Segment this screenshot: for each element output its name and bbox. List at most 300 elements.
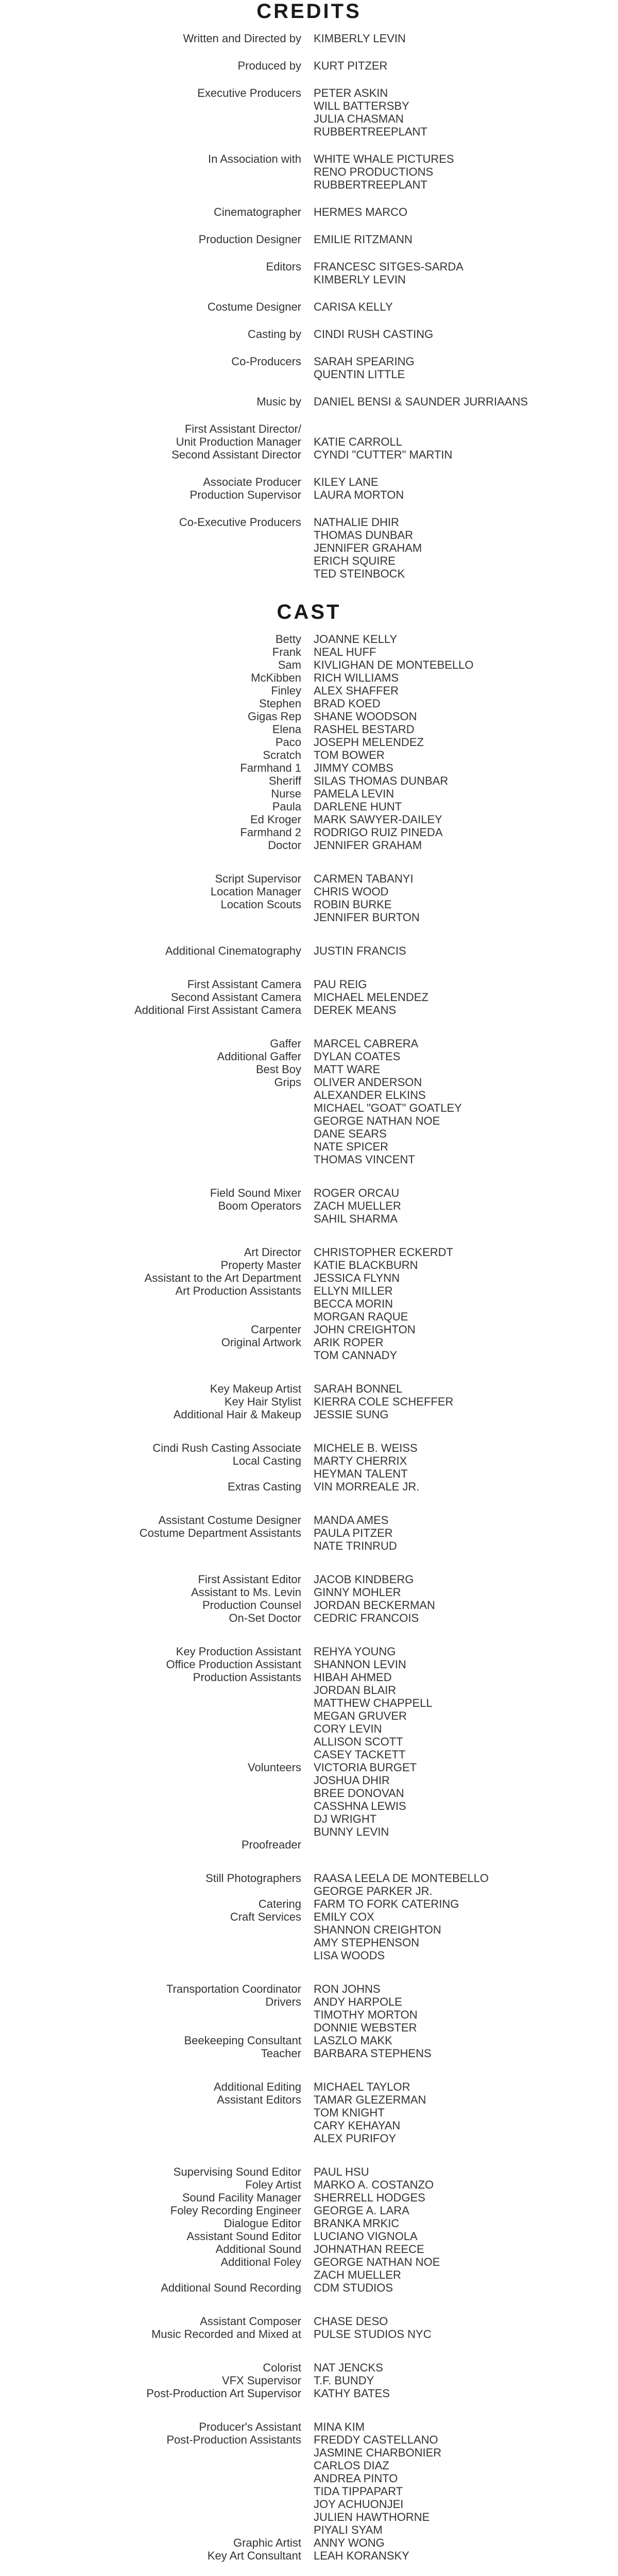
role-label: Farmhand 2 — [240, 826, 301, 839]
role-column — [0, 395, 301, 408]
role-label: Assistant Composer — [200, 2315, 301, 2328]
role-label: Transportation Coordinator — [166, 1982, 301, 1995]
credit-name: MINA KIM — [314, 2420, 365, 2433]
credit-name: HEYMAN TALENT — [314, 1467, 408, 1480]
role-label — [0, 1697, 301, 1709]
credit-name: TOM CANNADY — [314, 1349, 398, 1362]
role-label: Property Master — [220, 1259, 301, 1272]
credit-name: JOY ACHUONJEI — [314, 2498, 404, 2511]
credit-name: MARCEL CABRERA — [314, 1037, 419, 1050]
credit-name: TED STEINBOCK — [314, 567, 405, 580]
role-column — [0, 152, 301, 191]
role-label — [0, 1885, 301, 1897]
role-label: Assistant to Ms. Levin — [191, 1586, 301, 1599]
role-label — [0, 1774, 301, 1787]
role-column — [0, 1187, 301, 1225]
credit-name: CARMEN TABANYI — [314, 872, 414, 885]
role-label: Ed Kroger — [250, 813, 301, 826]
credits-block — [0, 355, 618, 381]
cast-block — [0, 1982, 618, 2060]
credit-name: DARLENE HUNT — [314, 800, 402, 813]
credits-block — [0, 206, 618, 218]
role-label: Frank — [272, 646, 301, 658]
role-column — [0, 1982, 301, 2060]
credit-name: LAURA MORTON — [314, 488, 404, 501]
credit-name: JIMMY COMBS — [314, 761, 393, 774]
credit-name: CARLOS DIAZ — [314, 2459, 389, 2472]
role-label: Elena — [272, 723, 301, 736]
role-label: Catering — [258, 1897, 301, 1910]
credit-name: THOMAS DUNBAR — [314, 529, 414, 541]
credit-name: CYNDI "CUTTER" MARTIN — [314, 448, 453, 461]
credit-name: BARBARA STEPHENS — [314, 2047, 432, 2060]
credit-name: ALEX PURIFOY — [314, 2132, 397, 2145]
credit-name: CORY LEVIN — [314, 1722, 382, 1735]
credit-name: SARAH BONNEL — [314, 1382, 403, 1395]
role-label: Produced by — [237, 59, 301, 72]
credit-name: SHANE WOODSON — [314, 710, 417, 723]
credit-name: ALEX SHAFFER — [314, 684, 399, 697]
role-column — [0, 1514, 301, 1552]
role-column — [0, 1573, 301, 1624]
role-label: Assistant Costume Designer — [158, 1514, 301, 1527]
credits-list — [0, 32, 618, 580]
credit-name: BRANKA MRKIC — [314, 2217, 400, 2230]
credit-name: DANE SEARS — [314, 1127, 387, 1140]
credit-name: BECCA MORIN — [314, 1297, 393, 1310]
role-label: First Assistant Director/ — [184, 422, 301, 435]
role-column — [0, 32, 301, 45]
names-column — [314, 476, 602, 501]
role-label: First Assistant Camera — [187, 978, 301, 991]
credit-name: MATT WARE — [314, 1063, 381, 1076]
credit-name: ZACH MUELLER — [314, 2268, 401, 2281]
cast-block — [0, 1645, 618, 1851]
credit-name: SHERRELL HODGES — [314, 2191, 425, 2204]
role-label: Second Assistant Camera — [170, 991, 301, 1004]
names-column — [314, 1037, 602, 1166]
credit-name: MICHAEL MELENDEZ — [314, 991, 428, 1004]
role-label: Co-Producers — [231, 355, 301, 368]
role-label — [0, 1709, 301, 1722]
credit-name: THOMAS VINCENT — [314, 1153, 415, 1166]
cast-block — [0, 1382, 618, 1421]
role-label — [0, 2021, 301, 2034]
credit-name: JENNIFER GRAHAM — [314, 541, 422, 554]
role-label: McKibben — [251, 671, 301, 684]
credit-name: CHASE DESO — [314, 2315, 388, 2328]
credit-name — [314, 422, 602, 435]
role-label: Music Recorded and Mixed at — [151, 2328, 301, 2341]
role-column — [0, 2420, 301, 2562]
names-column — [314, 1573, 602, 1624]
credit-name: CINDI RUSH CASTING — [314, 328, 434, 341]
role-column — [0, 300, 301, 313]
role-label: Scratch — [263, 749, 301, 761]
role-column — [0, 328, 301, 341]
names-column — [314, 1442, 602, 1493]
role-column — [0, 260, 301, 286]
credit-name: JESSIE SUNG — [314, 1408, 389, 1421]
credits-block — [0, 328, 618, 341]
credits-block — [0, 422, 618, 461]
role-label: Finley — [271, 684, 301, 697]
role-column — [0, 422, 301, 461]
role-label: Additional Editing — [213, 2080, 301, 2093]
credit-name: PAMELA LEVIN — [314, 787, 394, 800]
role-label: Cindi Rush Casting Associate — [152, 1442, 301, 1454]
role-label: Music by — [256, 395, 301, 408]
names-column — [314, 1246, 602, 1362]
credit-name: RENO PRODUCTIONS — [314, 165, 434, 178]
role-column — [0, 1872, 301, 1962]
role-label: Carpenter — [251, 1323, 301, 1336]
role-label: Sheriff — [268, 774, 301, 787]
role-label: Written and Directed by — [183, 32, 301, 45]
role-label: Foley Recording Engineer — [170, 2204, 301, 2217]
names-column — [314, 260, 602, 286]
credit-name: MICHAEL TAYLOR — [314, 2080, 410, 2093]
role-label: Editors — [266, 260, 301, 273]
credit-name: SILAS THOMAS DUNBAR — [314, 774, 449, 787]
names-column — [314, 355, 602, 381]
role-label: Casting by — [248, 328, 301, 341]
role-label: Sound Facility Manager — [182, 2191, 301, 2204]
credit-name: PAULA PITZER — [314, 1527, 393, 1539]
credit-name: NEAL HUFF — [314, 646, 376, 658]
role-label — [0, 2498, 301, 2511]
credit-name: ANDREA PINTO — [314, 2472, 398, 2485]
credit-name: PULSE STUDIOS NYC — [314, 2328, 432, 2341]
role-label: Teacher — [261, 2047, 301, 2060]
role-label — [0, 1800, 301, 1812]
role-label — [0, 2472, 301, 2485]
credit-name: JOHNATHAN REECE — [314, 2243, 424, 2256]
cast-block — [0, 1246, 618, 1362]
cast-block — [0, 1573, 618, 1624]
role-label: Additional Gaffer — [217, 1050, 301, 1063]
credit-name: OLIVER ANDERSON — [314, 1076, 422, 1089]
role-label: Additional Sound — [215, 2243, 301, 2256]
names-column — [314, 2420, 602, 2562]
role-label — [0, 2008, 301, 2021]
role-label: On-Set Doctor — [229, 1612, 301, 1624]
credit-name: KIERRA COLE SCHEFFER — [314, 1395, 454, 1408]
role-label: Production Assistants — [193, 1671, 301, 1684]
credit-name: MARKO A. COSTANZO — [314, 2178, 434, 2191]
credit-name: GINNY MOHLER — [314, 1586, 401, 1599]
role-label: Cinematographer — [214, 206, 301, 218]
role-label: Key Art Consultant — [207, 2549, 301, 2562]
role-label: Original Artwork — [221, 1336, 301, 1349]
names-column — [314, 1514, 602, 1552]
credit-name: BRAD KOED — [314, 697, 381, 710]
names-column — [314, 422, 602, 461]
role-label — [0, 2523, 301, 2536]
credit-name: LISA WOODS — [314, 1949, 385, 1962]
role-label — [0, 1825, 301, 1838]
names-column — [314, 1645, 602, 1851]
credit-name: DYLAN COATES — [314, 1050, 401, 1063]
credit-name: JOSEPH MELENDEZ — [314, 736, 424, 749]
credit-name: MORGAN RAQUE — [314, 1310, 408, 1323]
role-label — [0, 1748, 301, 1761]
role-label: Paula — [272, 800, 301, 813]
role-label: Associate Producer — [203, 476, 301, 488]
role-column — [0, 476, 301, 501]
role-label: Production Counsel — [202, 1599, 301, 1612]
credits-block — [0, 300, 618, 313]
role-label: Best Boy — [255, 1063, 301, 1076]
credit-name: CHRIS WOOD — [314, 885, 389, 898]
credit-name: WHITE WHALE PICTURES — [314, 152, 454, 165]
role-label — [0, 1297, 301, 1310]
credit-name: ARIK ROPER — [314, 1336, 384, 1349]
credit-name: RUBBERTREEPLANT — [314, 178, 427, 191]
credit-name: JOSHUA DHIR — [314, 1774, 390, 1787]
role-label: Doctor — [268, 839, 301, 852]
role-label: Unit Production Manager — [176, 435, 301, 448]
credit-name: MATTHEW CHAPPELL — [314, 1697, 433, 1709]
credit-name: TAMAR GLEZERMAN — [314, 2093, 426, 2106]
role-column — [0, 978, 301, 1016]
role-label: Volunteers — [248, 1761, 301, 1774]
credit-name: JULIEN HAWTHORNE — [314, 2511, 430, 2523]
credit-name: ROBIN BURKE — [314, 898, 392, 911]
names-column — [314, 1872, 602, 1962]
cast-heading: CAST — [277, 601, 341, 623]
role-label: Gigas Rep — [248, 710, 301, 723]
credit-name: NATHALIE DHIR — [314, 516, 399, 529]
credit-name: RUBBERTREEPLANT — [314, 125, 427, 138]
credit-name: CARISA KELLY — [314, 300, 393, 313]
credit-name: JENNIFER BURTON — [314, 911, 420, 924]
credit-name: BUNNY LEVIN — [314, 1825, 389, 1838]
credit-name: GEORGE A. LARA — [314, 2204, 409, 2217]
credit-name: SHANNON CREIGHTON — [314, 1923, 441, 1936]
credit-name: MICHELE B. WEISS — [314, 1442, 418, 1454]
cast-block — [0, 2361, 618, 2400]
credits-block — [0, 59, 618, 72]
credit-name: KIMBERLY LEVIN — [314, 32, 406, 45]
names-column — [314, 2080, 602, 2145]
credit-name: JACOB KINDBERG — [314, 1573, 414, 1586]
credit-name: JESSICA FLYNN — [314, 1272, 400, 1284]
credit-name: JULIA CHASMAN — [314, 112, 404, 125]
names-column — [314, 152, 602, 191]
role-label: Office Production Assistant — [166, 1658, 301, 1671]
credit-name: KATHY BATES — [314, 2387, 390, 2400]
credit-name: JOANNE KELLY — [314, 633, 398, 646]
credit-name: NATE SPICER — [314, 1140, 389, 1153]
role-label: Assistant Editors — [217, 2093, 301, 2106]
credit-name: MEGAN GRUVER — [314, 1709, 407, 1722]
role-label: Art Production Assistants — [175, 1284, 301, 1297]
credit-name: SHANNON LEVIN — [314, 1658, 406, 1671]
credit-name: DEREK MEANS — [314, 1004, 397, 1016]
role-label: Field Sound Mixer — [210, 1187, 301, 1199]
cast-block — [0, 1872, 618, 1962]
role-label: Still Photographers — [205, 1872, 301, 1885]
role-label: Assistant to the Art Department — [144, 1272, 301, 1284]
role-label — [0, 2485, 301, 2498]
role-label: Sam — [278, 658, 301, 671]
role-column — [0, 633, 301, 852]
credit-name: RICH WILLIAMS — [314, 671, 399, 684]
role-label: First Assistant Editor — [198, 1573, 301, 1586]
credit-name: TIDA TIPPAPART — [314, 2485, 403, 2498]
credits-block — [0, 233, 618, 246]
names-column — [314, 2315, 602, 2341]
role-label: Second Assistant Director — [171, 448, 301, 461]
cast-block — [0, 1442, 618, 1493]
role-column — [0, 2315, 301, 2341]
credit-name: AMY STEPHENSON — [314, 1936, 419, 1949]
credit-name: CASSHNA LEWIS — [314, 1800, 406, 1812]
role-label: Additional Sound Recording — [161, 2281, 301, 2294]
role-label: Key Production Assistant — [176, 1645, 301, 1658]
credit-name: GEORGE NATHAN NOE — [314, 2256, 440, 2268]
role-label: Post-Production Art Supervisor — [146, 2387, 301, 2400]
credit-name: RON JOHNS — [314, 1982, 381, 1995]
role-label: Colorist — [263, 2361, 301, 2374]
role-label: In Association with — [208, 152, 301, 165]
credit-name: PAU REIG — [314, 978, 367, 991]
role-label: Location Manager — [210, 885, 301, 898]
credit-name: ALLISON SCOTT — [314, 1735, 403, 1748]
cast-block — [0, 1514, 618, 1552]
cast-block — [0, 2080, 618, 2145]
role-label — [0, 2446, 301, 2459]
names-column — [314, 87, 602, 138]
role-column — [0, 1645, 301, 1851]
credit-name: KIMBERLY LEVIN — [314, 273, 406, 286]
role-column — [0, 59, 301, 72]
role-column — [0, 1442, 301, 1493]
role-label — [0, 2459, 301, 2472]
credit-name: JORDAN BECKERMAN — [314, 1599, 435, 1612]
credit-name: ALEXANDER ELKINS — [314, 1089, 426, 1101]
credit-name: LEAH KORANSKY — [314, 2549, 409, 2562]
role-label — [0, 2511, 301, 2523]
cast-block — [0, 1187, 618, 1225]
credit-name: QUENTIN LITTLE — [314, 368, 405, 381]
role-column — [0, 1246, 301, 1362]
credits-block — [0, 260, 618, 286]
names-column — [314, 944, 602, 957]
role-label: Location Scouts — [220, 898, 301, 911]
role-label: Key Makeup Artist — [210, 1382, 301, 1395]
role-label: Executive Producers — [197, 87, 301, 99]
credit-name: JENNIFER GRAHAM — [314, 839, 422, 852]
credit-name: DJ WRIGHT — [314, 1812, 377, 1825]
role-column — [0, 2080, 301, 2145]
credit-name: SARAH SPEARING — [314, 355, 415, 368]
role-label: Beekeeping Consultant — [184, 2034, 301, 2047]
role-label: Additional Hair & Makeup — [173, 1408, 301, 1421]
names-column — [314, 2361, 602, 2400]
credit-name: ANDY HARPOLE — [314, 1995, 402, 2008]
role-label — [0, 1684, 301, 1697]
credit-name: FREDDY CASTELLANO — [314, 2433, 438, 2446]
credit-name: JORDAN BLAIR — [314, 1684, 397, 1697]
credit-name: EMILY COX — [314, 1910, 374, 1923]
credit-name: ROGER ORCAU — [314, 1187, 400, 1199]
role-label: Script Supervisor — [215, 872, 301, 885]
credit-name: VICTORIA BURGET — [314, 1761, 417, 1774]
credits-block — [0, 32, 618, 45]
credit-name: FARM TO FORK CATERING — [314, 1897, 459, 1910]
credit-name: ANNY WONG — [314, 2536, 385, 2549]
credit-name: T.F. BUNDY — [314, 2374, 374, 2387]
names-column — [314, 633, 602, 852]
names-column — [314, 395, 602, 408]
credit-name: KATIE CARROLL — [314, 435, 402, 448]
role-label: Art Director — [244, 1246, 301, 1259]
credits-block — [0, 395, 618, 408]
cast-block — [0, 944, 618, 957]
names-column — [314, 59, 602, 72]
role-label — [0, 1812, 301, 1825]
cast-block — [0, 2315, 618, 2341]
credit-name: NAT JENCKS — [314, 2361, 383, 2374]
cast-block — [0, 978, 618, 1016]
credit-name: ZACH MUELLER — [314, 1199, 401, 1212]
role-column — [0, 233, 301, 246]
role-label: Local Casting — [232, 1454, 301, 1467]
role-label: Costume Designer — [207, 300, 301, 313]
names-column — [314, 872, 602, 924]
role-label: Farmhand 1 — [240, 761, 301, 774]
role-label — [0, 1722, 301, 1735]
role-label — [0, 1735, 301, 1748]
credit-name: NATE TRINRUD — [314, 1539, 397, 1552]
credit-name: CARY KEHAYAN — [314, 2119, 401, 2132]
cast-block — [0, 633, 618, 852]
credit-name: GEORGE NATHAN NOE — [314, 1114, 440, 1127]
credit-name: LUCIANO VIGNOLA — [314, 2230, 418, 2243]
names-column — [314, 978, 602, 1016]
credit-name: MARTY CHERRIX — [314, 1454, 407, 1467]
credit-name: RODRIGO RUIZ PINEDA — [314, 826, 443, 839]
role-column — [0, 872, 301, 924]
credit-name: RAASA LEELA DE MONTEBELLO — [314, 1872, 489, 1885]
credit-name: VIN MORREALE JR. — [314, 1480, 420, 1493]
role-label: Foley Artist — [245, 2178, 301, 2191]
role-label: VFX Supervisor — [221, 2374, 301, 2387]
role-label: Additional First Assistant Camera — [134, 1004, 301, 1016]
role-label: Assistant Sound Editor — [186, 2230, 301, 2243]
credit-name: JUSTIN FRANCIS — [314, 944, 406, 957]
cast-block — [0, 2165, 618, 2294]
role-column — [0, 516, 301, 580]
names-column — [314, 1382, 602, 1421]
credits-block — [0, 476, 618, 501]
credit-name: DONNIE WEBSTER — [314, 2021, 417, 2034]
credit-name: JOHN CREIGHTON — [314, 1323, 416, 1336]
names-column — [314, 1187, 602, 1225]
credit-name: BREE DONOVAN — [314, 1787, 404, 1800]
cast-block — [0, 872, 618, 924]
role-label: Craft Services — [230, 1910, 301, 1923]
role-label — [0, 1310, 301, 1323]
role-label: Post-Production Assistants — [166, 2433, 301, 2446]
role-column — [0, 1037, 301, 1166]
credit-name: LASZLO MAKK — [314, 2034, 392, 2047]
names-column — [314, 206, 602, 218]
credit-name: HIBAH AHMED — [314, 1671, 392, 1684]
role-label: Extras Casting — [227, 1480, 301, 1493]
